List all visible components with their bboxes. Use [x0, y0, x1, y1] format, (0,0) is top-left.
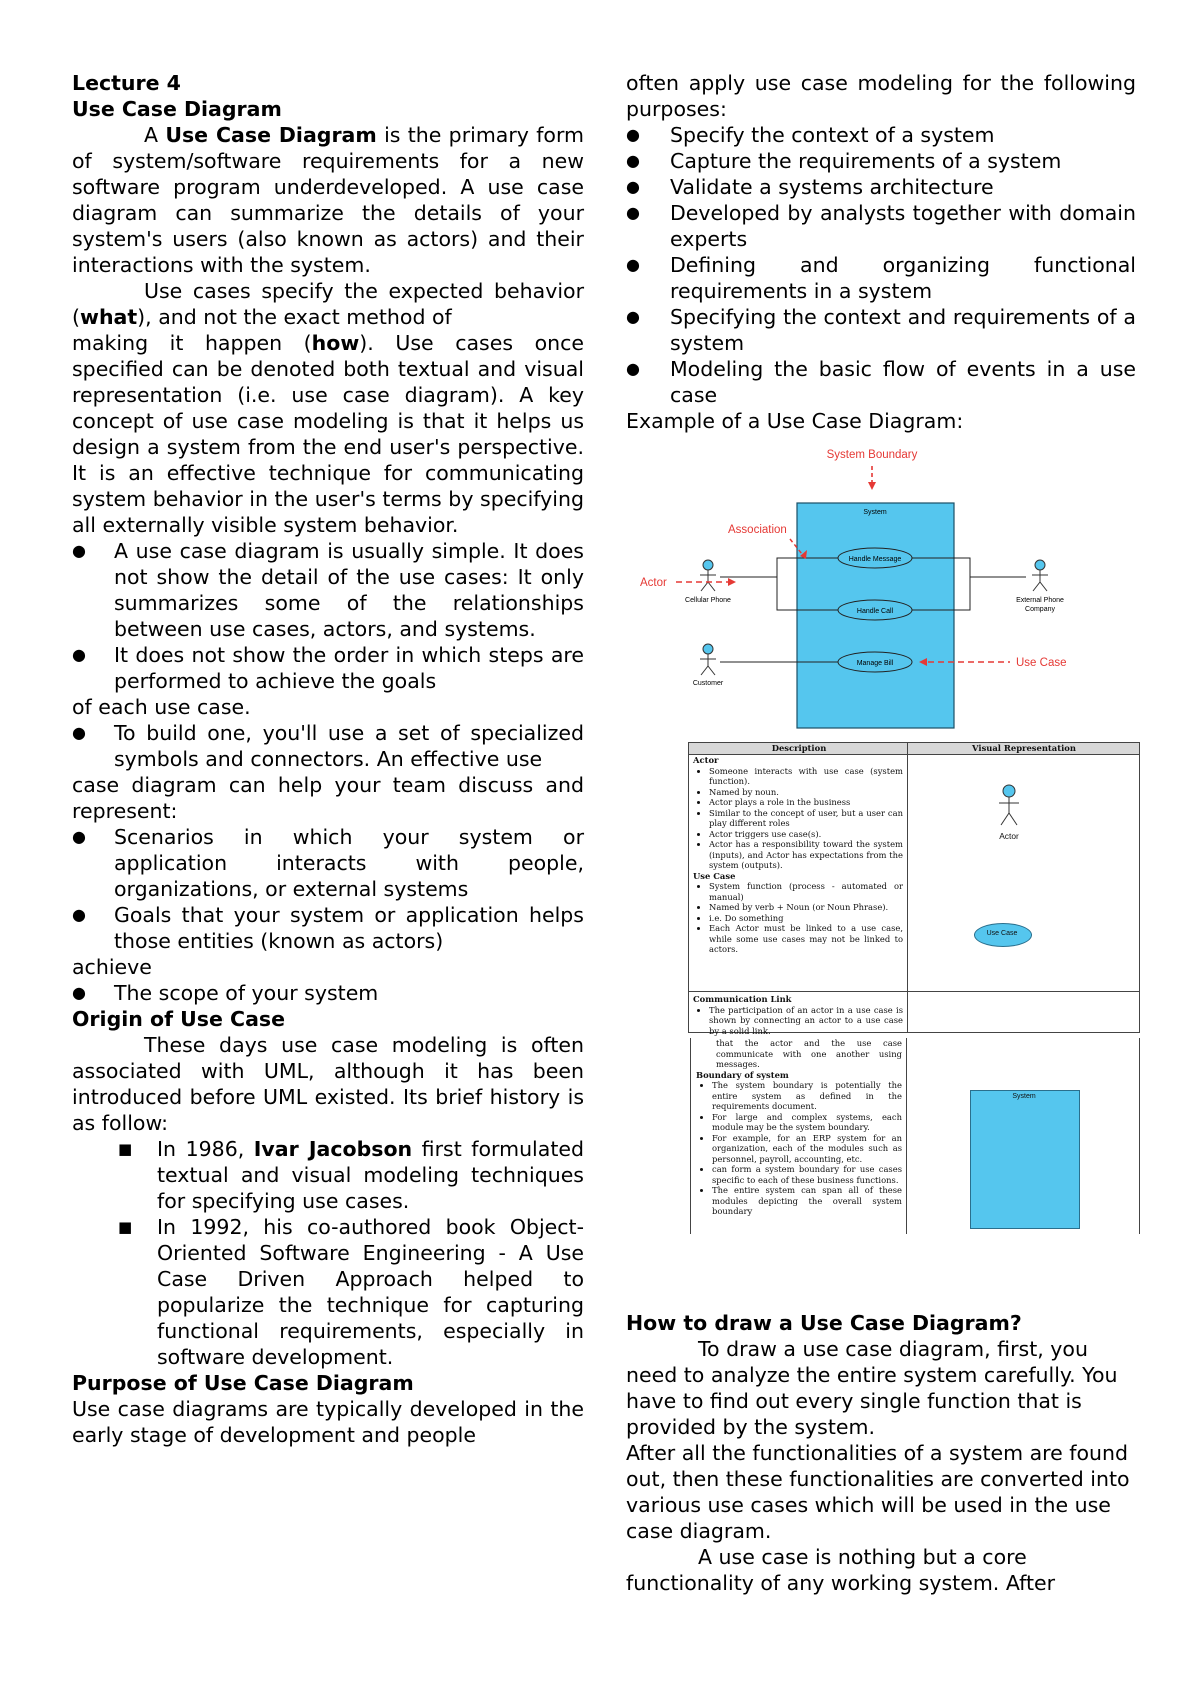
bullet-list: [72, 980, 584, 1006]
list-item: ● Developed by analysts together with domain experts: [626, 200, 1136, 252]
actor-icon: [700, 644, 716, 675]
history-list: [72, 1136, 584, 1370]
boundary-description: that the actor and the use case communicate with one another using messages. Boundary of system • The system boundary is potentially the entire system as defined in the requirements document. • For large and complex systems, each module may be the system boundary. • For example, for an ERP system for an organization, each of the modules such as personnel, payroll, accounting, etc. • can form a system boundary for use cases specific to each of these business functions. • The entire system can span all of these modules depicting the overall system boundary: [696, 1038, 902, 1217]
use-case-label: Handle Message: [848, 556, 902, 563]
list-item: ● Specify the context of a system: [626, 122, 1136, 148]
actor-label: External Phone: [1016, 597, 1064, 604]
association-label: Association: [728, 524, 787, 536]
list-item: ● It does not show the order in which steps are performed to achieve the goals: [72, 642, 584, 694]
list-item: ● Specifying the context and requirements of a system: [626, 304, 1136, 356]
column-header: Description: [771, 743, 827, 753]
list-item: ● Validate a systems architecture: [626, 174, 1136, 200]
use-case-visual-label: Use Case: [986, 930, 1018, 937]
right-column: [626, 70, 1136, 434]
origin-paragraph: These days use case modeling is often associated with UML, although it has been introduced before UML existed. Its brief history is as follow:: [72, 1033, 584, 1135]
actor-annotation-label: Actor: [640, 577, 667, 589]
how-heading: How to draw a Use Case Diagram?: [626, 1311, 1022, 1335]
actor-label: Cellular Phone: [685, 597, 731, 604]
purpose-paragraph-cont: often apply use case modeling for the following purposes:: [626, 71, 1136, 121]
actor-description: Actor • Someone interacts with use case (system function). • Named by noun. • Actor plays a role in the business • Similar to the concept of user, but a user can play different roles • Actor triggers use case(s). • Actor has a responsibility toward the system (inputs), and Actor has expectations from the system (outputs). Use Case • System function (process - automated or manual) • Named by verb + Noun (or Noun Phrase). • i.e. Do something • Each Actor must be linked to a use case, while some use cases may not be linked to actors.: [693, 755, 903, 955]
how-paragraph: After all the functionalities of a system are found out, then these functionalities are converted into various use cases which will be used in the use case diagram.: [626, 1441, 1130, 1543]
actor-icon: [1032, 560, 1048, 591]
arrowhead-icon: [728, 578, 736, 586]
use-cases-paragraph: Use cases specify the expected behavior (what), and not the exact method of: [72, 279, 584, 329]
actor-label: Customer: [692, 680, 724, 687]
intro-paragraph: A Use Case Diagram is the primary form of system/software requirements for a new software program underdeveloped. A use case diagram can summarize the details of your system's users (also known as actors) and their interactions with the system.: [72, 123, 584, 277]
how-paragraph: A use case is nothing but a core functionality of any working system. After: [626, 1545, 1056, 1595]
how-paragraph: To draw a use case diagram, first, you need to analyze the entire system carefully. You have to find out every single function that is provided by the system.: [626, 1337, 1118, 1439]
system-label: System: [863, 509, 887, 516]
notation-table: [688, 742, 1140, 1036]
row-divider: [689, 991, 1139, 992]
how-to-section: [626, 1310, 1136, 1596]
use-cases-paragraph-cont: making it happen (how). Use cases once specified can be denoted both textual and visual representation (i.e. use case diagram). A key concept of use case modeling is that it helps us design a system from the end user's perspective. It is an effective technique for communicating system behavior in the user's terms by specifying all externally visible system behavior.: [72, 331, 584, 537]
column-divider: [906, 1038, 907, 1234]
actor-icon: [700, 560, 716, 591]
actor-visual-label: Actor: [999, 831, 1019, 841]
use-case-diagram-figure: [640, 440, 1140, 730]
list-item: ■ In 1986, Ivar Jacobson first formulated textual and visual modeling techniques for specifying use cases.: [72, 1136, 584, 1214]
purpose-list: [626, 122, 1136, 408]
list-item: ● Defining and organizing functional requirements in a system: [626, 252, 1136, 304]
arrowhead-icon: [868, 482, 876, 490]
notation-table-cont: [690, 1038, 1140, 1234]
link-description: Communication Link • The participation of an actor in a use case is shown by connecting an actor to a use case by a solid link.: [693, 994, 903, 1036]
list-continuation: of each use case.: [72, 695, 251, 719]
use-case-annotation-label: Use Case: [1016, 657, 1067, 669]
list-item: ● Capture the requirements of a system: [626, 148, 1136, 174]
bullet-list: [72, 720, 584, 772]
use-case-label: Handle Call: [856, 608, 894, 615]
page-title: Use Case Diagram: [72, 97, 282, 121]
list-continuation: achieve: [72, 955, 152, 979]
list-item: ● A use case diagram is usually simple. It does not show the detail of the use cases: It only summarizes some of the relationships between use cases, actors, and systems.: [72, 538, 584, 642]
list-item: ● To build one, you'll use a set of specialized symbols and connectors. An effective use: [72, 720, 584, 772]
term-ivar-jacobson: Ivar Jacobson: [253, 1137, 413, 1161]
notation-table-figure: [688, 742, 1140, 1242]
purpose-paragraph: Use case diagrams are typically developed in the early stage of development and people: [72, 1397, 584, 1447]
bullet-list: [72, 824, 584, 954]
term-use-case-diagram: Use Case Diagram: [165, 123, 377, 147]
column-divider: [1139, 1038, 1140, 1234]
system-boundary-label: System Boundary: [826, 449, 918, 461]
left-column: [72, 70, 584, 1448]
system-visual-label: System: [1012, 1093, 1036, 1100]
column-divider: [907, 743, 908, 1032]
use-case-label: Manage Bill: [856, 660, 894, 667]
origin-heading: Origin of Use Case: [72, 1007, 286, 1031]
column-header: Visual Representation: [972, 743, 1076, 753]
list-item: ■ In 1992, his co-authored book Object-Oriented Software Engineering - A Use Case Driven Approach helped to popularize the technique for capturing functional requirements, especially in software development.: [72, 1214, 584, 1370]
example-label: Example of a Use Case Diagram:: [626, 409, 964, 433]
bullet-list: [72, 538, 584, 694]
list-item: ● Modeling the basic flow of events in a use case: [626, 356, 1136, 408]
system-box: [970, 1090, 1080, 1229]
list-item: ● Goals that your system or application helps those entities (known as actors): [72, 902, 584, 954]
table-header: [689, 743, 1139, 755]
purpose-heading: Purpose of Use Case Diagram: [72, 1371, 414, 1395]
column-divider: [690, 1038, 691, 1234]
list-item: ● Scenarios in which your system or application interacts with people, organizations, or external systems: [72, 824, 584, 902]
list-continuation: case diagram can help your team discuss and represent:: [72, 773, 584, 823]
actor-label: Company: [1025, 606, 1055, 613]
list-item: ● The scope of your system: [72, 980, 584, 1006]
lecture-number: Lecture 4: [72, 71, 181, 95]
